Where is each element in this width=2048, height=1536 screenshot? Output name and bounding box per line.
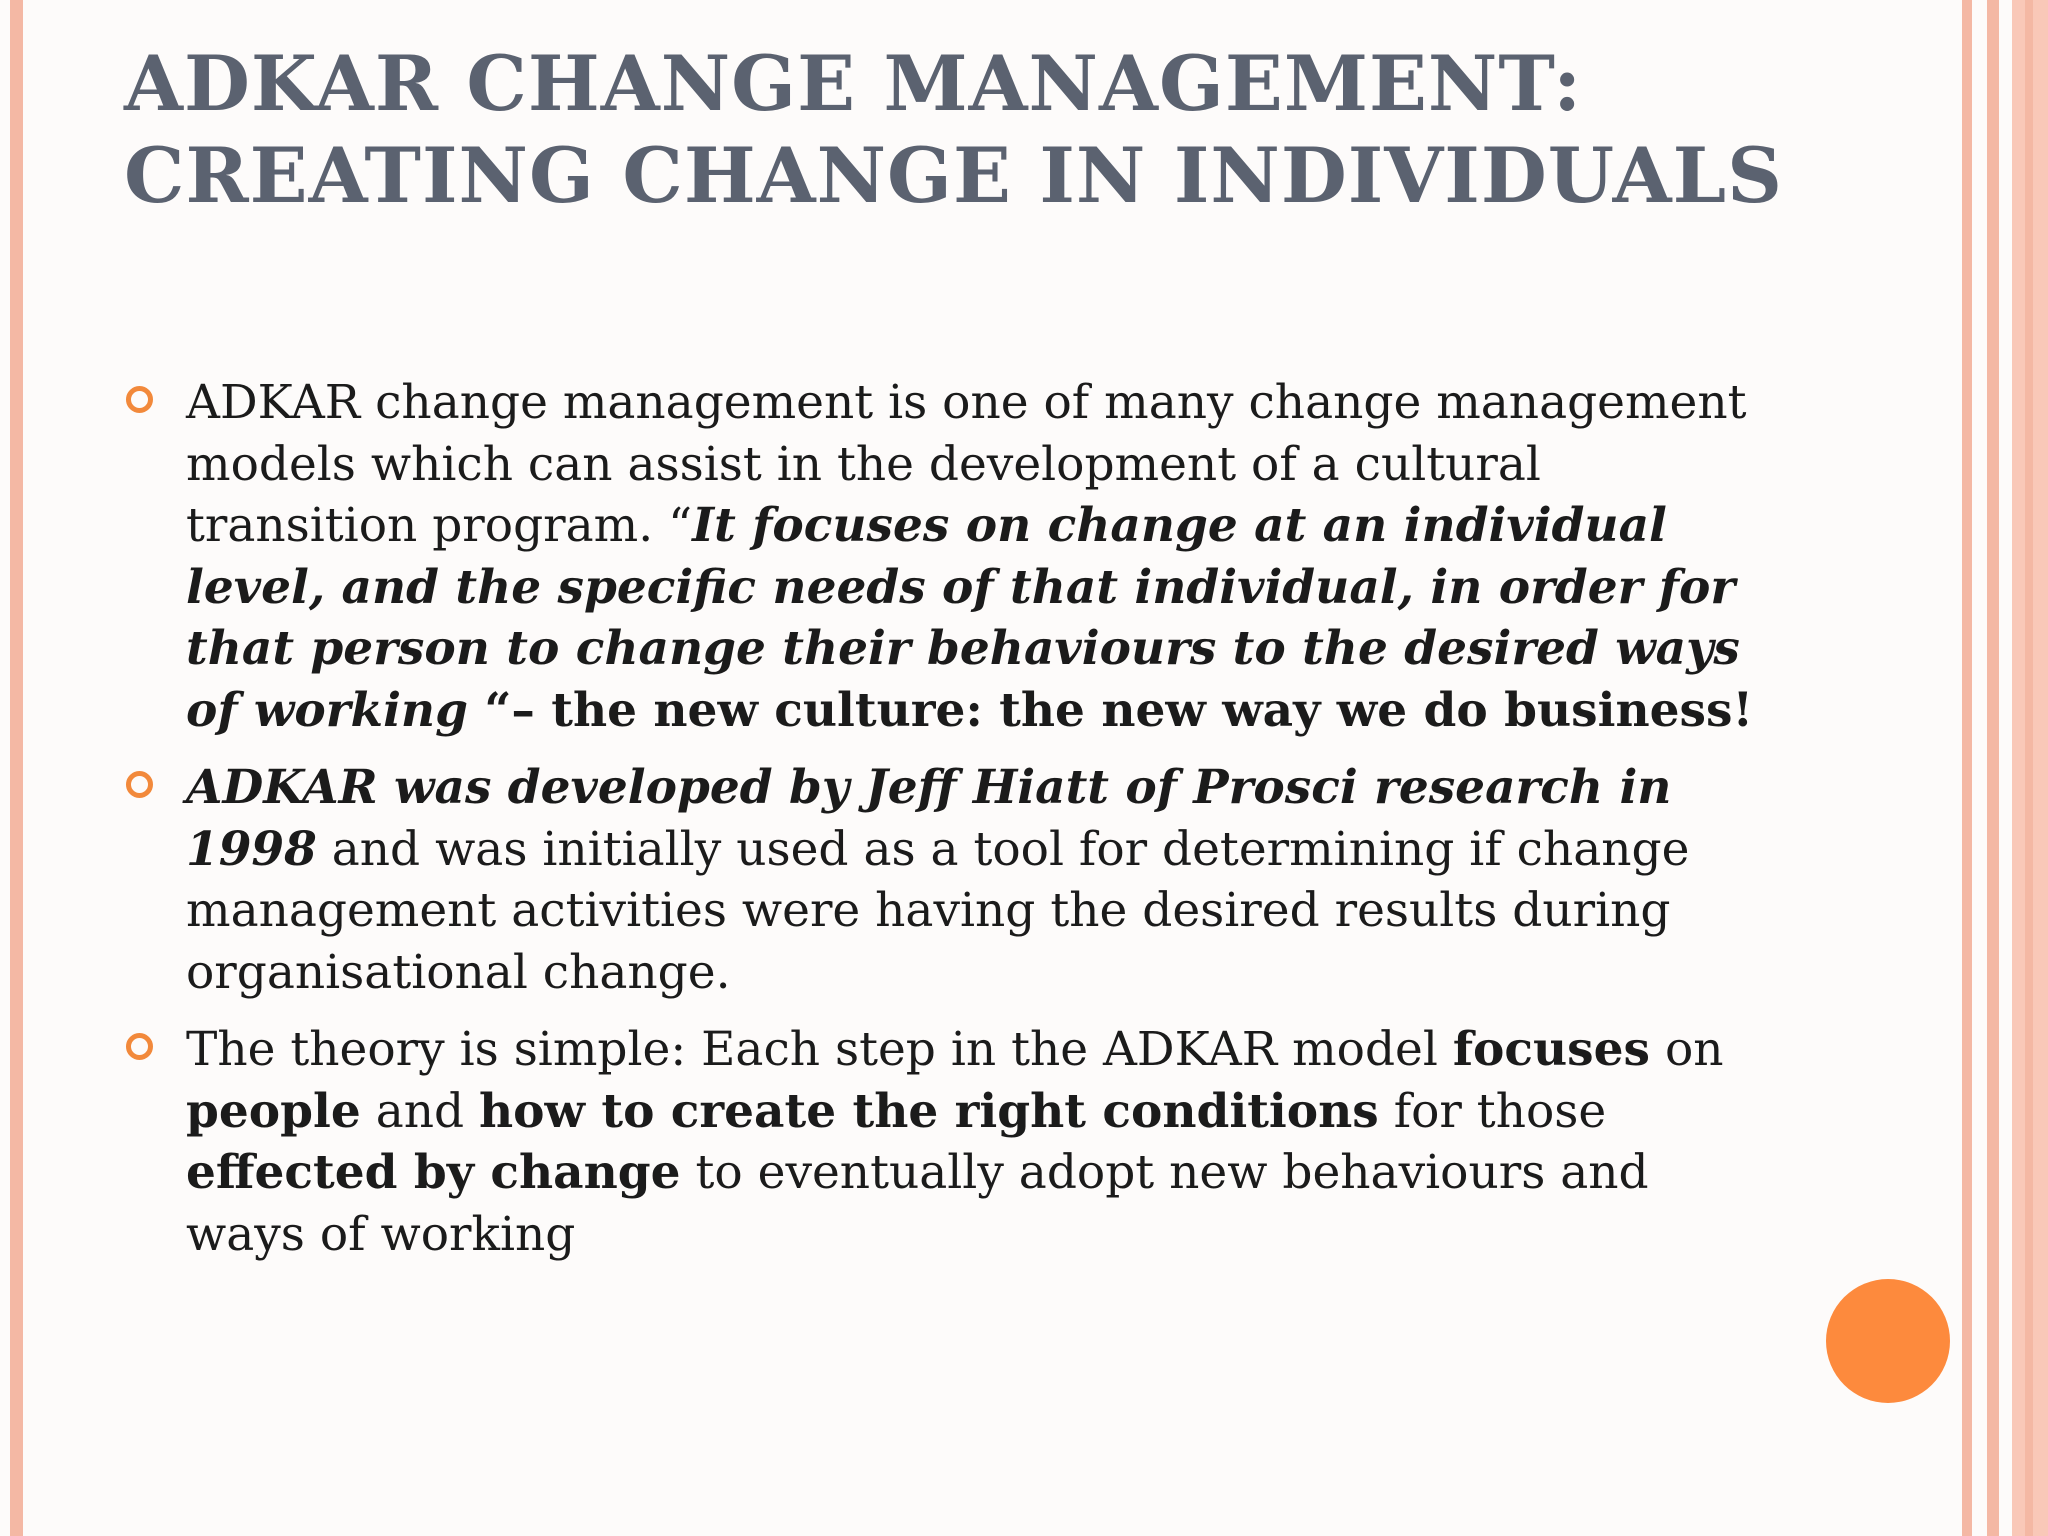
- right-border-stripe: [1962, 0, 1972, 1536]
- bullet-item: [122, 757, 1762, 1003]
- bullet-bold-text: people: [186, 1083, 361, 1139]
- bullet-text: The theory is simple: Each step in the ADKAR model: [186, 1022, 1453, 1077]
- bullet-bold-text: effected by change: [186, 1145, 681, 1200]
- bullet-circle-icon: [126, 386, 153, 413]
- slide-title: [124, 38, 1924, 222]
- bullet-emphasis-text: ADKAR was developed by Jeff Hiatt of Prosci research in 1998: [186, 760, 1672, 877]
- left-border-stripe: [10, 0, 23, 1536]
- title-line-2: CREATING CHANGE IN INDIVIDUALS: [124, 131, 1783, 220]
- bullet-text: and was initially used as a tool for determining if change management activities were having the desired results during organisational change.: [186, 821, 1690, 1000]
- bullet-circle-icon: [126, 771, 153, 798]
- bullet-text: ADKAR change management is one of many change management models which can assist in the development of a cultural transition program. “: [186, 375, 1747, 553]
- bullet-item: [122, 372, 1762, 741]
- bullet-text: on: [1650, 1022, 1724, 1077]
- bullet-quote-text: It focuses on change at an individual level, and the specific needs of that individual, in order for that person to change their behaviours to the desired ways of working: [186, 498, 1740, 738]
- bullet-item: [122, 1019, 1762, 1265]
- bullet-text: and: [360, 1083, 480, 1139]
- bullet-circle-icon: [126, 1033, 153, 1060]
- bullet-bold-text: focuses: [1452, 1022, 1651, 1077]
- right-border-stripe: [1987, 0, 1999, 1536]
- orange-circle-decoration: [1826, 1279, 1950, 1403]
- bullet-bold-text: “– the new culture: the new way we do business!: [467, 682, 1754, 738]
- bullet-bold-text: how to create the right conditions: [479, 1083, 1379, 1139]
- bullet-text: for those: [1378, 1083, 1607, 1139]
- bullet-text: to eventually adopt new behaviours and ways of working: [186, 1145, 1649, 1262]
- right-border-stripe: [2025, 0, 2033, 1536]
- title-line-1: ADKAR CHANGE MANAGEMENT:: [124, 39, 1583, 128]
- bullet-list: [122, 372, 1762, 1281]
